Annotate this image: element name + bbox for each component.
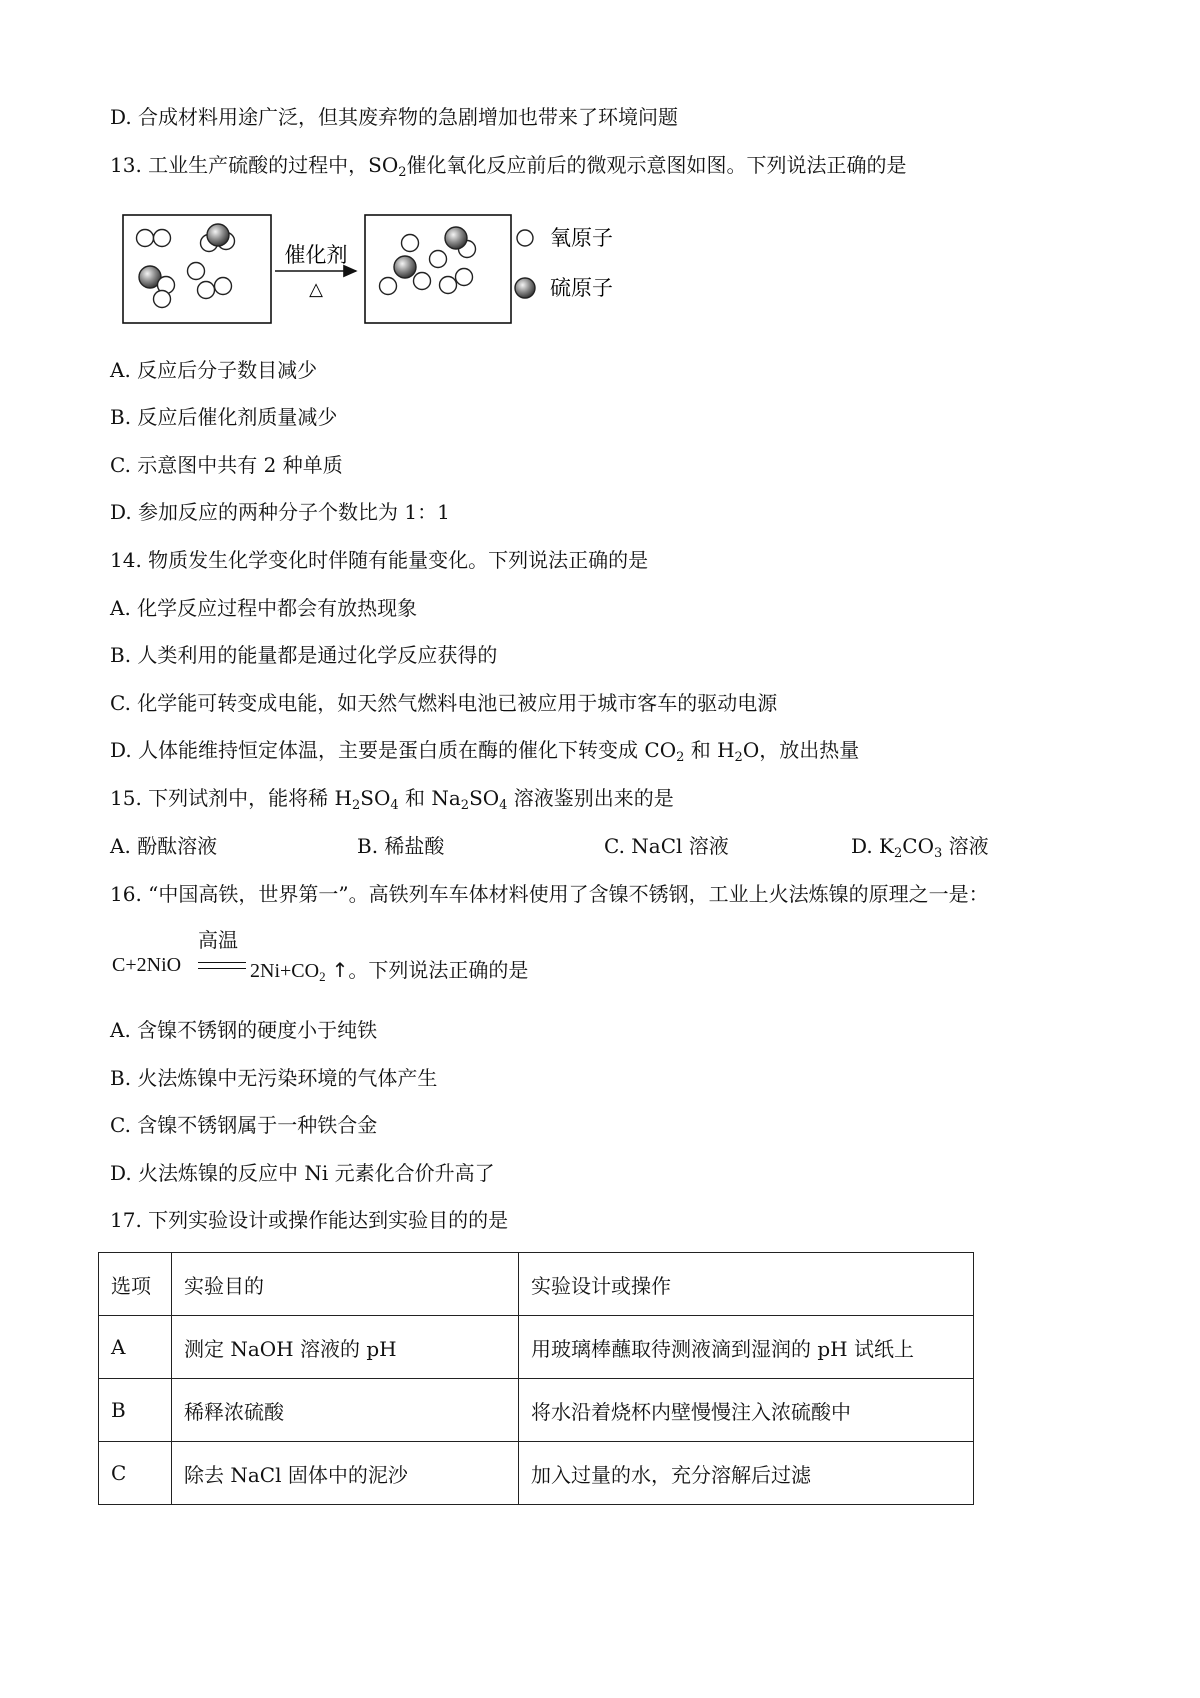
q14-option-a: A. 化学反应过程中都会有放热现象 xyxy=(110,596,418,620)
q15-stem-part: SO xyxy=(360,786,391,810)
sulfur-legend-label: 硫原子 xyxy=(550,277,613,300)
q16-option-b: B. 火法炼镍中无污染环境的气体产生 xyxy=(110,1066,438,1090)
q15-stem-subscript: 2 xyxy=(460,798,470,813)
q13-stem-subscript: 2 xyxy=(398,165,407,180)
q16-stem: 16. “中国高铁，世界第一”。高铁列车车体材料使用了含镍不锈钢，工业上火法炼镍的原理之一是： xyxy=(110,882,989,906)
table-cell-operation: 加入过量的水，充分溶解后过滤 xyxy=(519,1442,974,1505)
header-option: 选项 xyxy=(99,1253,172,1316)
q15-option-d-part: 溶液 xyxy=(942,834,989,858)
q14-option-d-part: 和 H xyxy=(684,738,735,762)
q14-option-d-subscript: 2 xyxy=(676,750,685,765)
q12-option-d: D. 合成材料用途广泛，但其废弃物的急剧增加也带来了环境问题 xyxy=(110,105,679,129)
table-cell-purpose: 稀释浓硫酸 xyxy=(172,1379,519,1442)
equation-tail: 。下列说法正确的是 xyxy=(348,960,529,982)
catalyst-label: 催化剂 xyxy=(284,244,348,267)
q15-stem-part: 和 Na xyxy=(398,786,461,810)
header-purpose: 实验目的 xyxy=(172,1253,519,1316)
q13-option-b: B. 反应后催化剂质量减少 xyxy=(110,405,338,429)
q15-option-d-subscript: 3 xyxy=(933,846,943,861)
equation-products xyxy=(250,954,528,983)
product-box xyxy=(365,215,511,323)
sulfur-atom-legend-icon xyxy=(515,278,535,298)
table-cell-purpose: 除去 NaCl 固体中的泥沙 xyxy=(172,1442,519,1505)
equation-reactants: C+2NiO xyxy=(112,954,182,976)
q14-option-d xyxy=(110,736,859,764)
q15-option-d-part: D. K xyxy=(851,834,894,858)
table-row xyxy=(99,1316,974,1379)
so2-reaction-diagram xyxy=(120,205,680,325)
equation-products-part: 2Ni+CO xyxy=(250,960,320,982)
q13-stem-part: 催化氧化反应前后的微观示意图如图。下列说法正确的是 xyxy=(406,153,907,177)
q15-stem-part: 15. 下列试剂中，能将稀 H xyxy=(110,786,352,810)
oxygen-legend-label: 氧原子 xyxy=(550,227,613,250)
equation-subscript: 2 xyxy=(319,969,326,984)
q14-stem: 14. 物质发生化学变化时伴随有能量变化。下列说法正确的是 xyxy=(110,548,649,572)
q17-stem: 17. 下列实验设计或操作能达到实验目的的是 xyxy=(110,1208,509,1232)
q14-option-d-part: D. 人体能维持恒定体温，主要是蛋白质在酶的催化下转变成 CO xyxy=(110,738,677,762)
table-cell-option: B xyxy=(99,1379,172,1442)
experiment-table xyxy=(98,1252,974,1505)
q15-option-b: B. 稀盐酸 xyxy=(357,834,445,858)
table-cell-purpose: 测定 NaOH 溶液的 pH xyxy=(172,1316,519,1379)
q15-stem-subscript: 2 xyxy=(351,798,361,813)
q14-option-b: B. 人类利用的能量都是通过化学反应获得的 xyxy=(110,643,498,667)
q15-option-d-subscript: 2 xyxy=(893,846,903,861)
table-header-row xyxy=(99,1253,974,1316)
header-operation: 实验设计或操作 xyxy=(519,1253,974,1316)
q15-stem xyxy=(110,784,674,812)
table-row xyxy=(99,1379,974,1442)
nickel-smelting-equation xyxy=(112,920,812,984)
equation-equals-sign xyxy=(198,962,246,969)
q15-stem-subscript: 4 xyxy=(390,798,399,813)
table-cell-option: C xyxy=(99,1442,172,1505)
table-row xyxy=(99,1442,974,1505)
equation-condition: 高温 xyxy=(198,928,238,952)
q16-option-a: A. 含镍不锈钢的硬度小于纯铁 xyxy=(110,1018,378,1042)
q15-stem-part: SO xyxy=(469,786,500,810)
q13-stem xyxy=(110,151,907,179)
table-cell-operation: 将水沿着烧杯内壁慢慢注入浓硫酸中 xyxy=(519,1379,974,1442)
q16-option-c: C. 含镍不锈钢属于一种铁合金 xyxy=(110,1113,378,1137)
q15-option-a: A. 酚酞溶液 xyxy=(110,834,218,858)
q13-option-d: D. 参加反应的两种分子个数比为 1：1 xyxy=(110,500,450,524)
q14-option-d-subscript: 2 xyxy=(734,750,743,765)
q15-option-c: C. NaCl 溶液 xyxy=(604,834,729,858)
oxygen-atom-legend-icon xyxy=(517,230,533,246)
table-cell-option: A xyxy=(99,1316,172,1379)
heat-symbol: △ xyxy=(309,279,323,300)
q15-option-d xyxy=(851,832,989,860)
q13-stem-part: 13. 工业生产硫酸的过程中，SO xyxy=(110,153,399,177)
gas-arrow: ↑ xyxy=(331,958,349,982)
q14-option-c: C. 化学能可转变成电能，如天然气燃料电池已被应用于城市客车的驱动电源 xyxy=(110,691,778,715)
q14-option-d-part: O，放出热量 xyxy=(742,738,860,762)
q15-stem-part: 溶液鉴别出来的是 xyxy=(507,786,674,810)
table-cell-operation: 用玻璃棒蘸取待测液滴到湿润的 pH 试纸上 xyxy=(519,1316,974,1379)
q16-option-d: D. 火法炼镍的反应中 Ni 元素化合价升高了 xyxy=(110,1161,495,1185)
q15-stem-subscript: 4 xyxy=(499,798,508,813)
q13-option-c: C. 示意图中共有 2 种单质 xyxy=(110,453,343,477)
q13-option-a: A. 反应后分子数目减少 xyxy=(110,358,318,382)
q15-option-d-part: CO xyxy=(902,834,934,858)
